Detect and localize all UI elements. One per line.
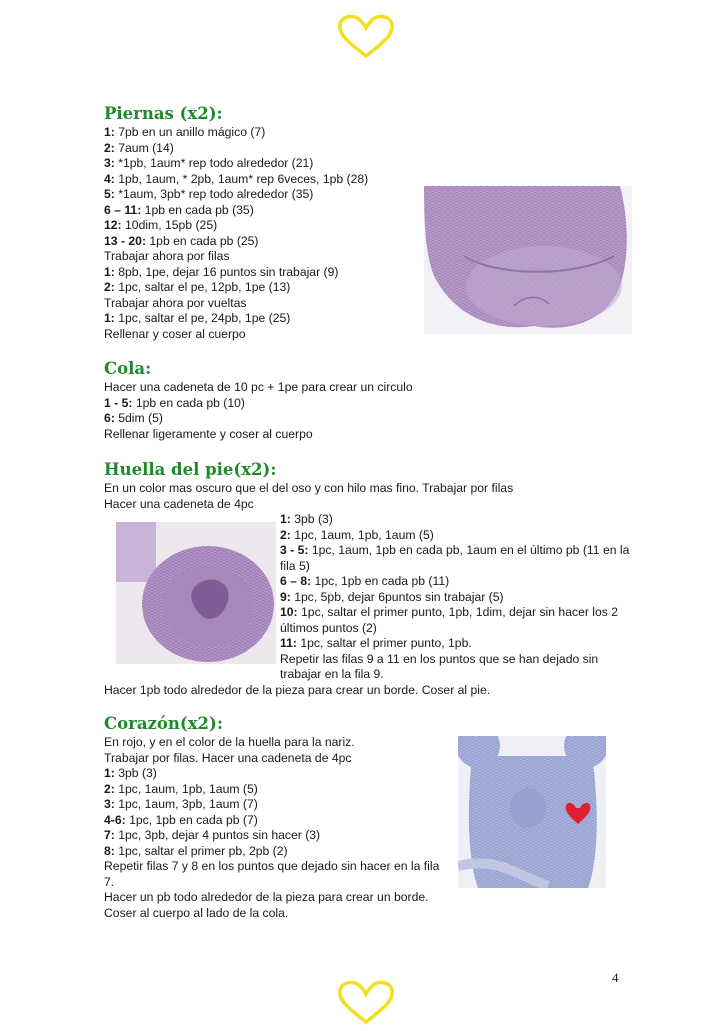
instruction-list [104, 481, 640, 512]
row-text: *1pb, 1aum* rep todo alrededor (21) [114, 156, 314, 170]
row-label: 2: [104, 280, 115, 294]
row-text: 1pc, saltar el pe, 24pb, 1pe (25) [114, 311, 291, 325]
row-text: *1aum, 3pb* rep todo alrededor (35) [114, 187, 314, 201]
row-text: 1pc, saltar el primer punto, 1pb, 1dim, dejar sin hacer los 2 últimos puntos (2) [280, 605, 619, 635]
instruction-line [104, 280, 368, 296]
row-text: 1pc, 3pb, dejar 4 puntos sin hacer (3) [114, 828, 321, 842]
instruction-line [280, 512, 640, 528]
row-text: En rojo, y en el color de la huella para la nariz. [104, 735, 355, 749]
instruction-line [280, 543, 640, 574]
instruction-line [104, 296, 368, 312]
row-text: 7pb en un anillo mágico (7) [114, 125, 266, 139]
instruction-line [280, 652, 640, 683]
instruction-line [104, 125, 368, 141]
row-label: 5: [104, 187, 115, 201]
instruction-line [104, 844, 444, 860]
row-label: 1: [104, 125, 115, 139]
instruction-line [104, 782, 444, 798]
instruction-line [280, 636, 640, 652]
instruction-line [280, 605, 640, 636]
row-text: Repetir las filas 9 a 11 en los puntos que se han dejado sin trabajar en la fila 9. [280, 651, 599, 681]
section-title: Piernas (x2): [104, 104, 223, 123]
instruction-list [104, 380, 413, 442]
section-cola [104, 358, 413, 442]
row-text: 7aum (14) [114, 140, 174, 155]
row-text: 8pb, 1pe, dejar 16 puntos sin trabajar (9) [114, 264, 339, 279]
row-text: 1pc, 1aum, 1pb en cada pb, 1aum en el último pb (11 en la fila 5) [280, 543, 630, 573]
instruction-line [104, 797, 444, 813]
row-text: 1pc, saltar el primer punto, 1pb. [296, 636, 472, 650]
instruction-line [104, 327, 368, 343]
row-text: 1pb, 1aum, * 2pb, 1aum* rep 6veces, 1pb (28) [114, 171, 369, 186]
instruction-line [104, 828, 444, 844]
row-label: 6 – 11: [104, 202, 142, 217]
row-label: 8: [104, 843, 115, 858]
row-label: 1: [104, 766, 115, 780]
instruction-line [104, 890, 444, 921]
row-text: Hacer un pb todo alrededor de la pieza para crear un borde. Coser al cuerpo al lado de la cola. [104, 890, 429, 920]
row-text: 1pc, 5pb, dejar 6puntos sin trabajar (5) [290, 589, 504, 604]
instruction-line [104, 766, 444, 782]
row-text: 1pb en cada pb (25) [146, 233, 259, 248]
row-text: 1pc, 1aum, 1pb, 1aum (5) [290, 527, 434, 542]
row-text: Hacer una cadeneta de 10 pc + 1pe para crear un circulo [104, 380, 413, 394]
row-label: 10: [280, 605, 298, 619]
row-text: 1pc, 1pb en cada pb (11) [311, 574, 450, 588]
row-label: 4-6: [104, 812, 126, 827]
row-text: Hacer una cadeneta de 4pc [104, 496, 254, 511]
instruction-line [104, 172, 368, 188]
instruction-line [104, 265, 368, 281]
instruction-line [104, 751, 444, 767]
row-text: 5dim (5) [114, 411, 163, 425]
page-number: 4 [612, 970, 619, 985]
instruction-line [280, 574, 640, 590]
row-text: 3pb (3) [290, 512, 333, 526]
instruction-line [104, 249, 368, 265]
instruction-line [104, 156, 368, 172]
instruction-list [104, 735, 444, 921]
row-text: 1pc, 1aum, 3pb, 1aum (7) [114, 797, 258, 811]
instruction-line [104, 141, 368, 157]
row-label: 3: [104, 156, 115, 170]
instruction-line [104, 497, 640, 513]
row-text: Trabajar por filas. Hacer una cadeneta de 4pc [104, 750, 352, 765]
row-text: 1pb en cada pb (10) [132, 395, 245, 410]
instruction-line [280, 590, 640, 606]
row-text: 1pc, 1pb en cada pb (7) [125, 812, 258, 827]
row-label: 2: [104, 140, 115, 155]
row-label: 1: [104, 264, 115, 279]
row-label: 1: [104, 311, 115, 325]
row-label: 6 – 8: [280, 574, 312, 588]
instruction-line [104, 234, 368, 250]
row-text: Trabajar ahora por vueltas [104, 295, 247, 310]
instruction-line [104, 735, 444, 751]
row-label: 2: [280, 527, 291, 542]
row-text: 1pc, 1aum, 1pb, 1aum (5) [114, 781, 258, 796]
heart-icon [334, 12, 398, 60]
row-label: 1 - 5: [104, 395, 133, 410]
instruction-line [104, 411, 413, 427]
instruction-line: Hacer 1pb todo alrededor de la pieza para crear un borde. Coser al pie. [104, 682, 491, 697]
row-label: 13 - 20: [104, 233, 147, 248]
row-text: Rellenar ligeramente y coser al cuerpo [104, 426, 313, 441]
row-text: En un color mas oscuro que el del oso y con hilo mas fino. Trabajar por filas [104, 481, 514, 495]
row-text: 10dim, 15pb (25) [121, 218, 218, 232]
row-label: 9: [280, 589, 291, 604]
section-title: Huella del pie(x2): [104, 460, 277, 479]
instruction-line [104, 396, 413, 412]
row-label: 11: [280, 636, 297, 650]
instruction-line [104, 427, 413, 443]
row-label: 3: [104, 797, 115, 811]
row-label: 4: [104, 171, 115, 186]
section-corazon [104, 713, 444, 921]
instruction-line [104, 311, 368, 327]
instruction-line [104, 859, 444, 890]
row-label: 1: [280, 512, 291, 526]
instruction-line [104, 813, 444, 829]
row-text: 3pb (3) [114, 766, 157, 780]
instruction-line [104, 187, 368, 203]
leg-photo [424, 186, 632, 334]
row-text: 1pc, saltar el pe, 12pb, 1pe (13) [114, 280, 291, 294]
instruction-line [104, 203, 368, 219]
row-text: 1pc, saltar el primer pb, 2pb (2) [114, 843, 288, 858]
row-text: Rellenar y coser al cuerpo [104, 326, 246, 341]
instruction-list [104, 125, 368, 342]
row-label: 6: [104, 411, 115, 425]
row-text: 1pb en cada pb (35) [141, 202, 254, 217]
instruction-list [280, 512, 640, 683]
instruction-line [280, 528, 640, 544]
row-label: 2: [104, 781, 115, 796]
row-label: 7: [104, 828, 115, 842]
section-title: Corazón(x2): [104, 714, 223, 733]
section-huella [104, 459, 640, 698]
bear-heart-photo [458, 736, 606, 888]
row-text: Repetir filas 7 y 8 en los puntos que dejado sin hacer en la fila 7. [104, 859, 440, 889]
instruction-line [104, 481, 640, 497]
section-title: Cola: [104, 359, 152, 378]
heart-icon [334, 978, 398, 1026]
instruction-line [104, 380, 413, 396]
section-piernas [104, 103, 368, 342]
row-label: 3 - 5: [280, 543, 309, 557]
row-text: Trabajar ahora por filas [104, 249, 230, 263]
row-label: 12: [104, 218, 122, 232]
instruction-line [104, 218, 368, 234]
